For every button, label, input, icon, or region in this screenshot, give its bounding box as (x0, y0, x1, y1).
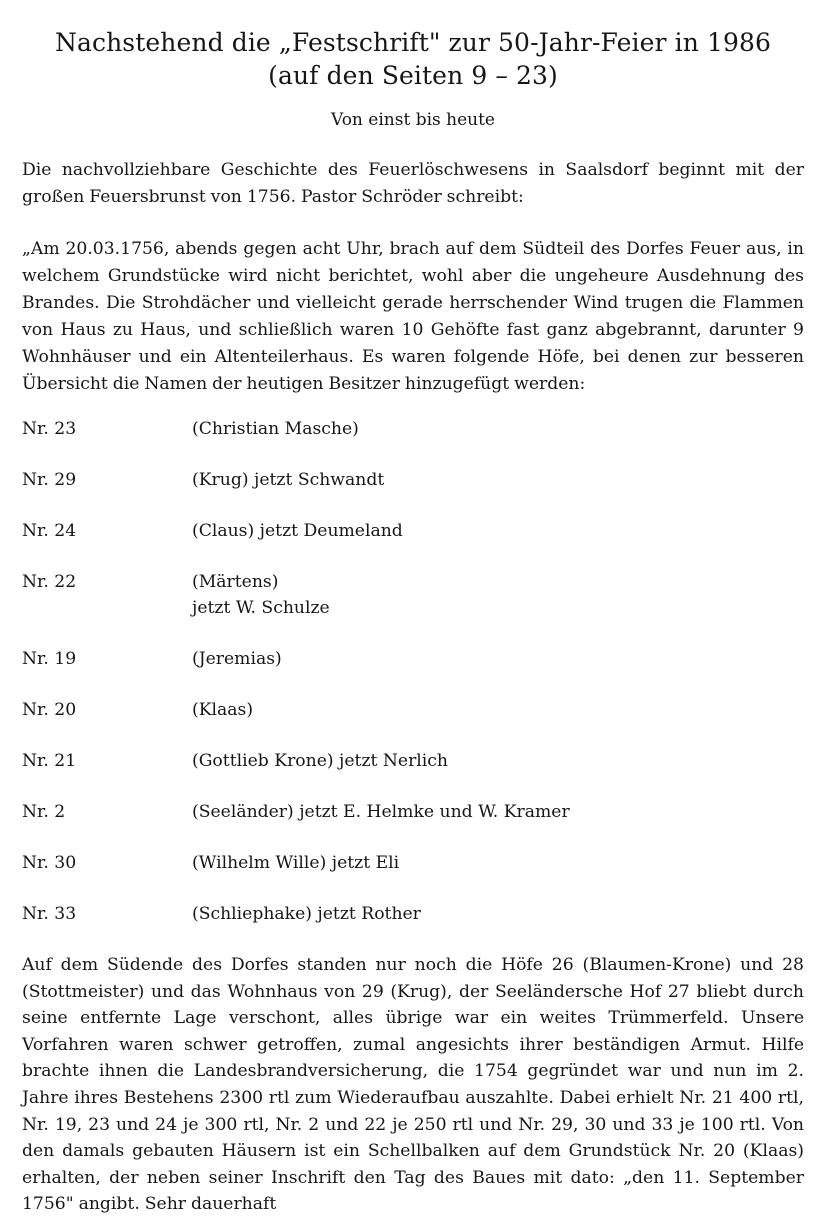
farm-owner (192, 518, 804, 544)
farm-owner-line: (Wilhelm Wille) jetzt Eli (192, 853, 400, 873)
farm-row (22, 901, 804, 927)
farm-owner (192, 901, 804, 927)
farm-owner-line: (Seeländer) jetzt E. Helmke und W. Kramer (192, 802, 570, 822)
farm-owner (192, 467, 804, 493)
title-line-1: Nachstehend die „Festschrift" zur 50-Jahr-Feier in 1986 (55, 28, 771, 57)
farm-owner-line: (Christian Masche) (192, 419, 359, 439)
intro-paragraph: Die nachvollziehbare Geschichte des Feuerlöschwesens in Saalsdorf beginnt mit der großen Feuersbrunst von 1756. Pastor Schröder schreibt: (22, 160, 804, 207)
farm-number: Nr. 30 (22, 853, 77, 873)
title-line-2: (auf den Seiten 9 – 23) (268, 61, 558, 90)
farm-number: Nr. 23 (22, 419, 77, 439)
farm-number: Nr. 20 (22, 700, 77, 720)
farm-number: Nr. 21 (22, 751, 77, 771)
farm-number: Nr. 2 (22, 802, 66, 822)
farm-owner (192, 569, 804, 621)
farm-owner-line: (Märtens) (192, 572, 279, 592)
farm-owner (192, 850, 804, 876)
farm-owner-line: (Schliephake) jetzt Rother (192, 904, 421, 924)
farm-owner-line-2: jetzt W. Schulze (192, 598, 330, 618)
farm-owner-line: (Jeremias) (192, 649, 282, 669)
farm-number: Nr. 22 (22, 572, 77, 592)
farm-owner (192, 416, 804, 442)
farm-row (22, 569, 804, 621)
farm-number: Nr. 24 (22, 521, 77, 541)
farm-number: Nr. 19 (22, 649, 77, 669)
farm-row (22, 697, 804, 723)
section-subtitle: Von einst bis heute (330, 110, 495, 130)
farm-row (22, 748, 804, 774)
farm-number: Nr. 33 (22, 904, 77, 924)
farm-row (22, 799, 804, 825)
farm-row (22, 850, 804, 876)
farm-owner-line: (Gottlieb Krone) jetzt Nerlich (192, 751, 448, 771)
farm-row (22, 416, 804, 442)
farm-row (22, 518, 804, 544)
farm-owner (192, 697, 804, 723)
farm-owner (192, 748, 804, 774)
farm-row (22, 467, 804, 493)
quote-paragraph: „Am 20.03.1756, abends gegen acht Uhr, brach auf dem Südteil des Dorfes Feuer aus, in welchem Grundstücke wird nicht berichtet, wohl aber die ungeheure Ausdehnung des Brandes. Die Strohdächer und vielleicht gerade herrschender Wind trugen die Flammen von Haus zu Haus, und schließlich waren 10 Gehöfte fast ganz abgebrannt, darunter 9 Wohnhäuser und ein Altenteilerhaus. Es waren folgende Höfe, bei denen zur besseren Übersicht die Namen der heutigen Besitzer hinzugefügt werden: (22, 239, 804, 394)
farm-list (22, 416, 804, 927)
page-title (22, 0, 804, 92)
closing-paragraph: Auf dem Südende des Dorfes standen nur noch die Höfe 26 (Blaumen-Krone) und 28 (Stottmeister) und das Wohnhaus von 29 (Krug), der Seeländersche Hof 27 bliebt durch seine entfernte Lage verschont, alles übrige war ein weites Trümmerfeld. Unsere Vorfahren waren schwer getroffen, zumal angesichts ihrer beständigen Armut. Hilfe brachte ihnen die Landesbrandversicherung, die 1754 gegründet war und nun im 2. Jahre ihres Bestehens 2300 rtl zum Wiederaufbau auszahlte. Dabei erhielt Nr. 21 400 rtl, Nr. 19, 23 und 24 je 300 rtl, Nr. 2 und 22 je 250 rtl und Nr. 29, 30 und 33 je 100 rtl. Von den damals gebauten Häusern ist ein Schellbalken auf dem Grundstück Nr. 20 (Klaas) erhalten, der neben seiner Inschrift den Tag des Baues mit dato: „den 11. September 1756" angibt. Sehr dauerhaft (22, 955, 804, 1215)
farm-number: Nr. 29 (22, 470, 77, 490)
farm-owner-line: (Claus) jetzt Deumeland (192, 521, 403, 541)
farm-row (22, 646, 804, 672)
farm-owner-line: (Klaas) (192, 700, 254, 720)
farm-owner-line: (Krug) jetzt Schwandt (192, 470, 385, 490)
farm-owner (192, 799, 804, 825)
farm-owner (192, 646, 804, 672)
